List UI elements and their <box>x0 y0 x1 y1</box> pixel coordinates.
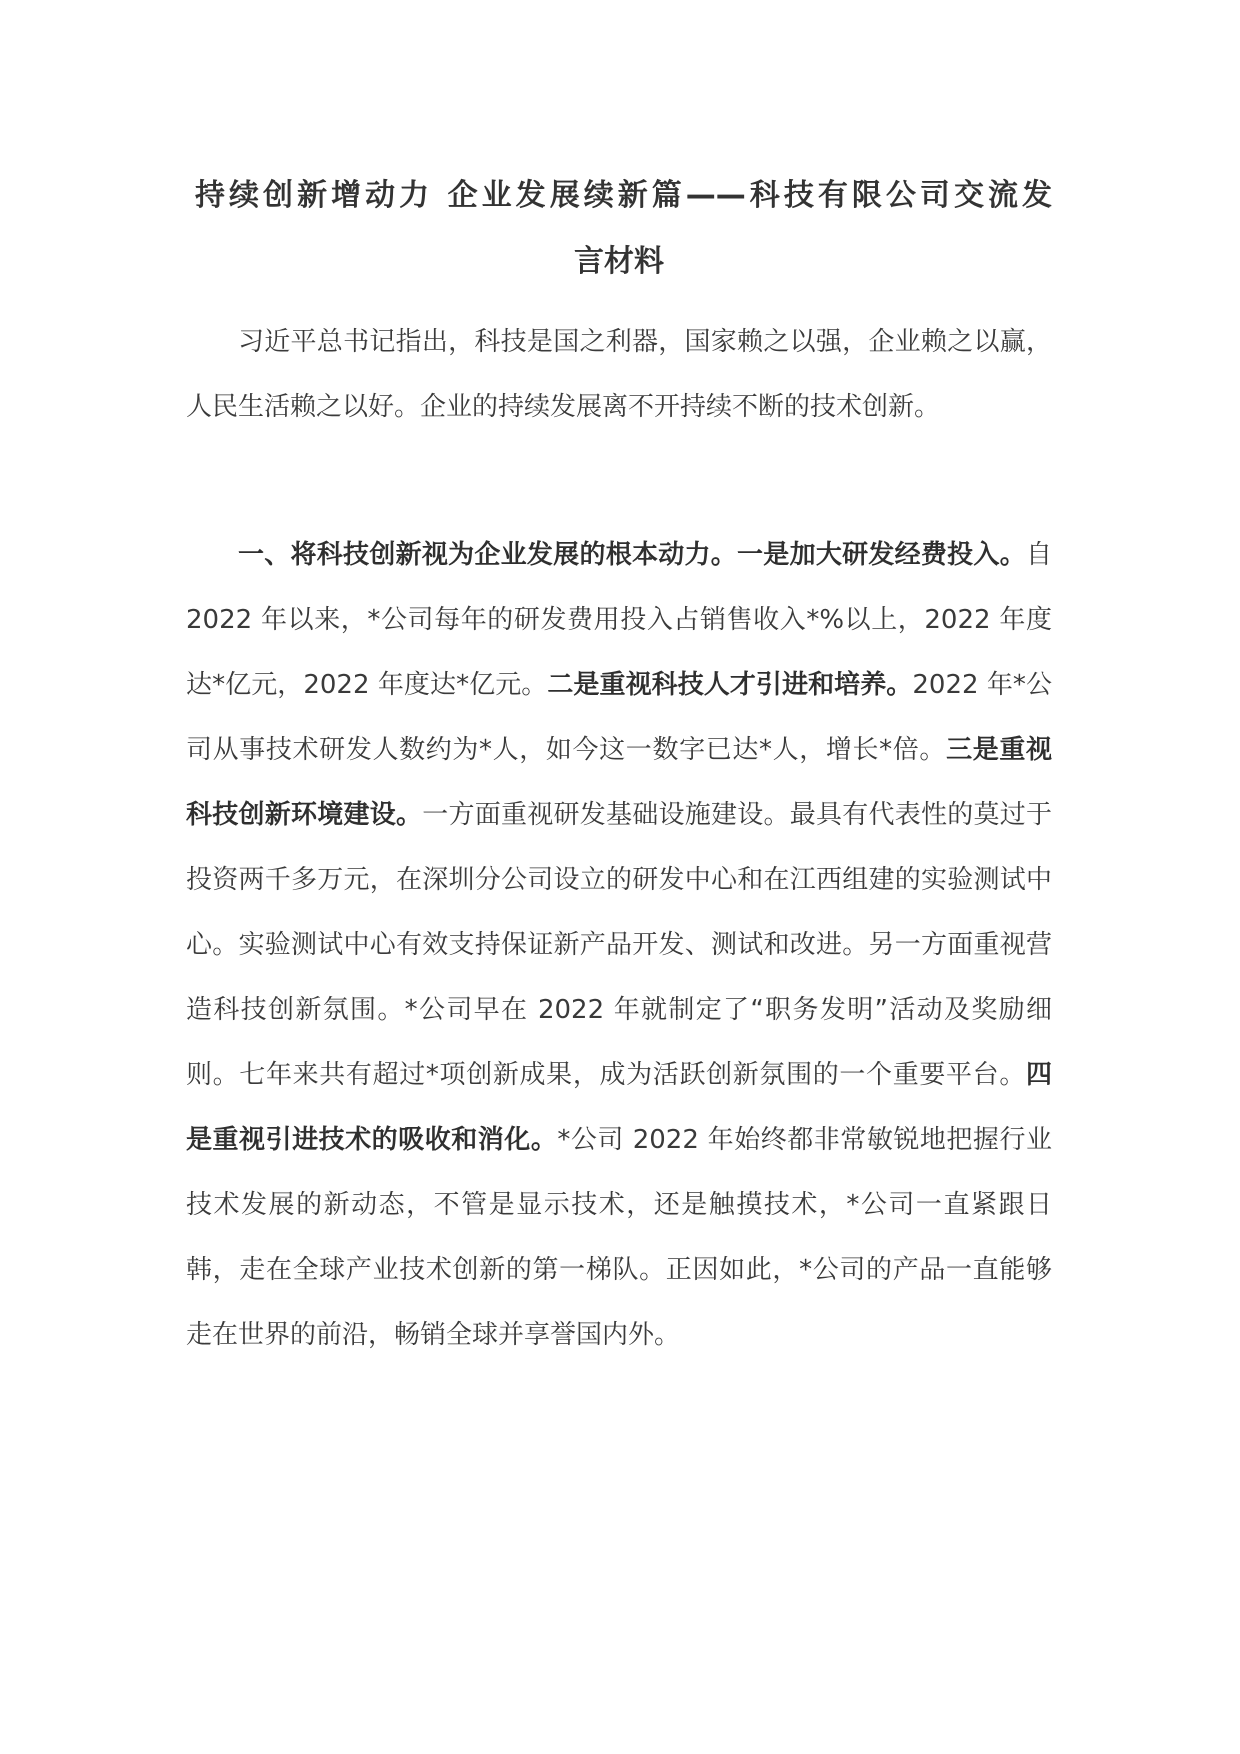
section-1-paragraph <box>186 523 1052 1368</box>
point-1-text: 自 2022 年以来，*公司每年的研发费用投入占销售收入*%以上，2022 年度达*亿元，2022 年度达*亿元。 <box>186 540 1052 700</box>
point-3-text: 一方面重视研发基础设施建设。最具有代表性的莫过于投资两千多万元，在深圳分公司设立的研发中心和在江西组建的实验测试中心。实验测试中心有效支持保证新产品开发、测试和改进。另一方面重视营造科技创新氛围。*公司早在 2022 年就制定了“职务发明”活动及奖励细则。七年来共有超过*项创新成果，成为活跃创新氛围的一个重要平台。 <box>186 800 1052 1090</box>
point-2-text: 2022 年*公司从事技术研发人数约为*人，如今这一数字已达*人，增长*倍。 <box>186 670 1053 765</box>
section-1-heading: 一、将科技创新视为企业发展的根本动力。 <box>238 540 738 570</box>
intro-paragraph: 习近平总书记指出，科技是国之利器，国家赖之以强，企业赖之以赢，人民生活赖之以好。企业的持续发展离不开持续不断的技术创新。 <box>186 327 1052 422</box>
document-title <box>186 163 1052 295</box>
point-4-label: 四是重视引进技术的吸收和消化。 <box>186 1060 1052 1155</box>
document-title-line-1: 持续创新增动力 企业发展续新篇——科技有限公司交流发 <box>195 178 1052 213</box>
point-3-label: 三是重视科技创新环境建设。 <box>186 735 1052 830</box>
point-4-text: *公司 2022 年始终都非常敏锐地把握行业技术发展的新动态，不管是显示技术，还是触摸技术，*公司一直紧跟日韩，走在全球产业技术创新的第一梯队。正因如此，*公司的产品一直能够走在世界的前沿，畅销全球并享誉国内外。 <box>186 1125 1052 1350</box>
point-1-label: 一是加大研发经费投入。 <box>737 540 1026 570</box>
document-title-line-2: 言材料 <box>574 244 664 279</box>
point-2-label: 二是重视科技人才引进和培养。 <box>547 670 913 700</box>
